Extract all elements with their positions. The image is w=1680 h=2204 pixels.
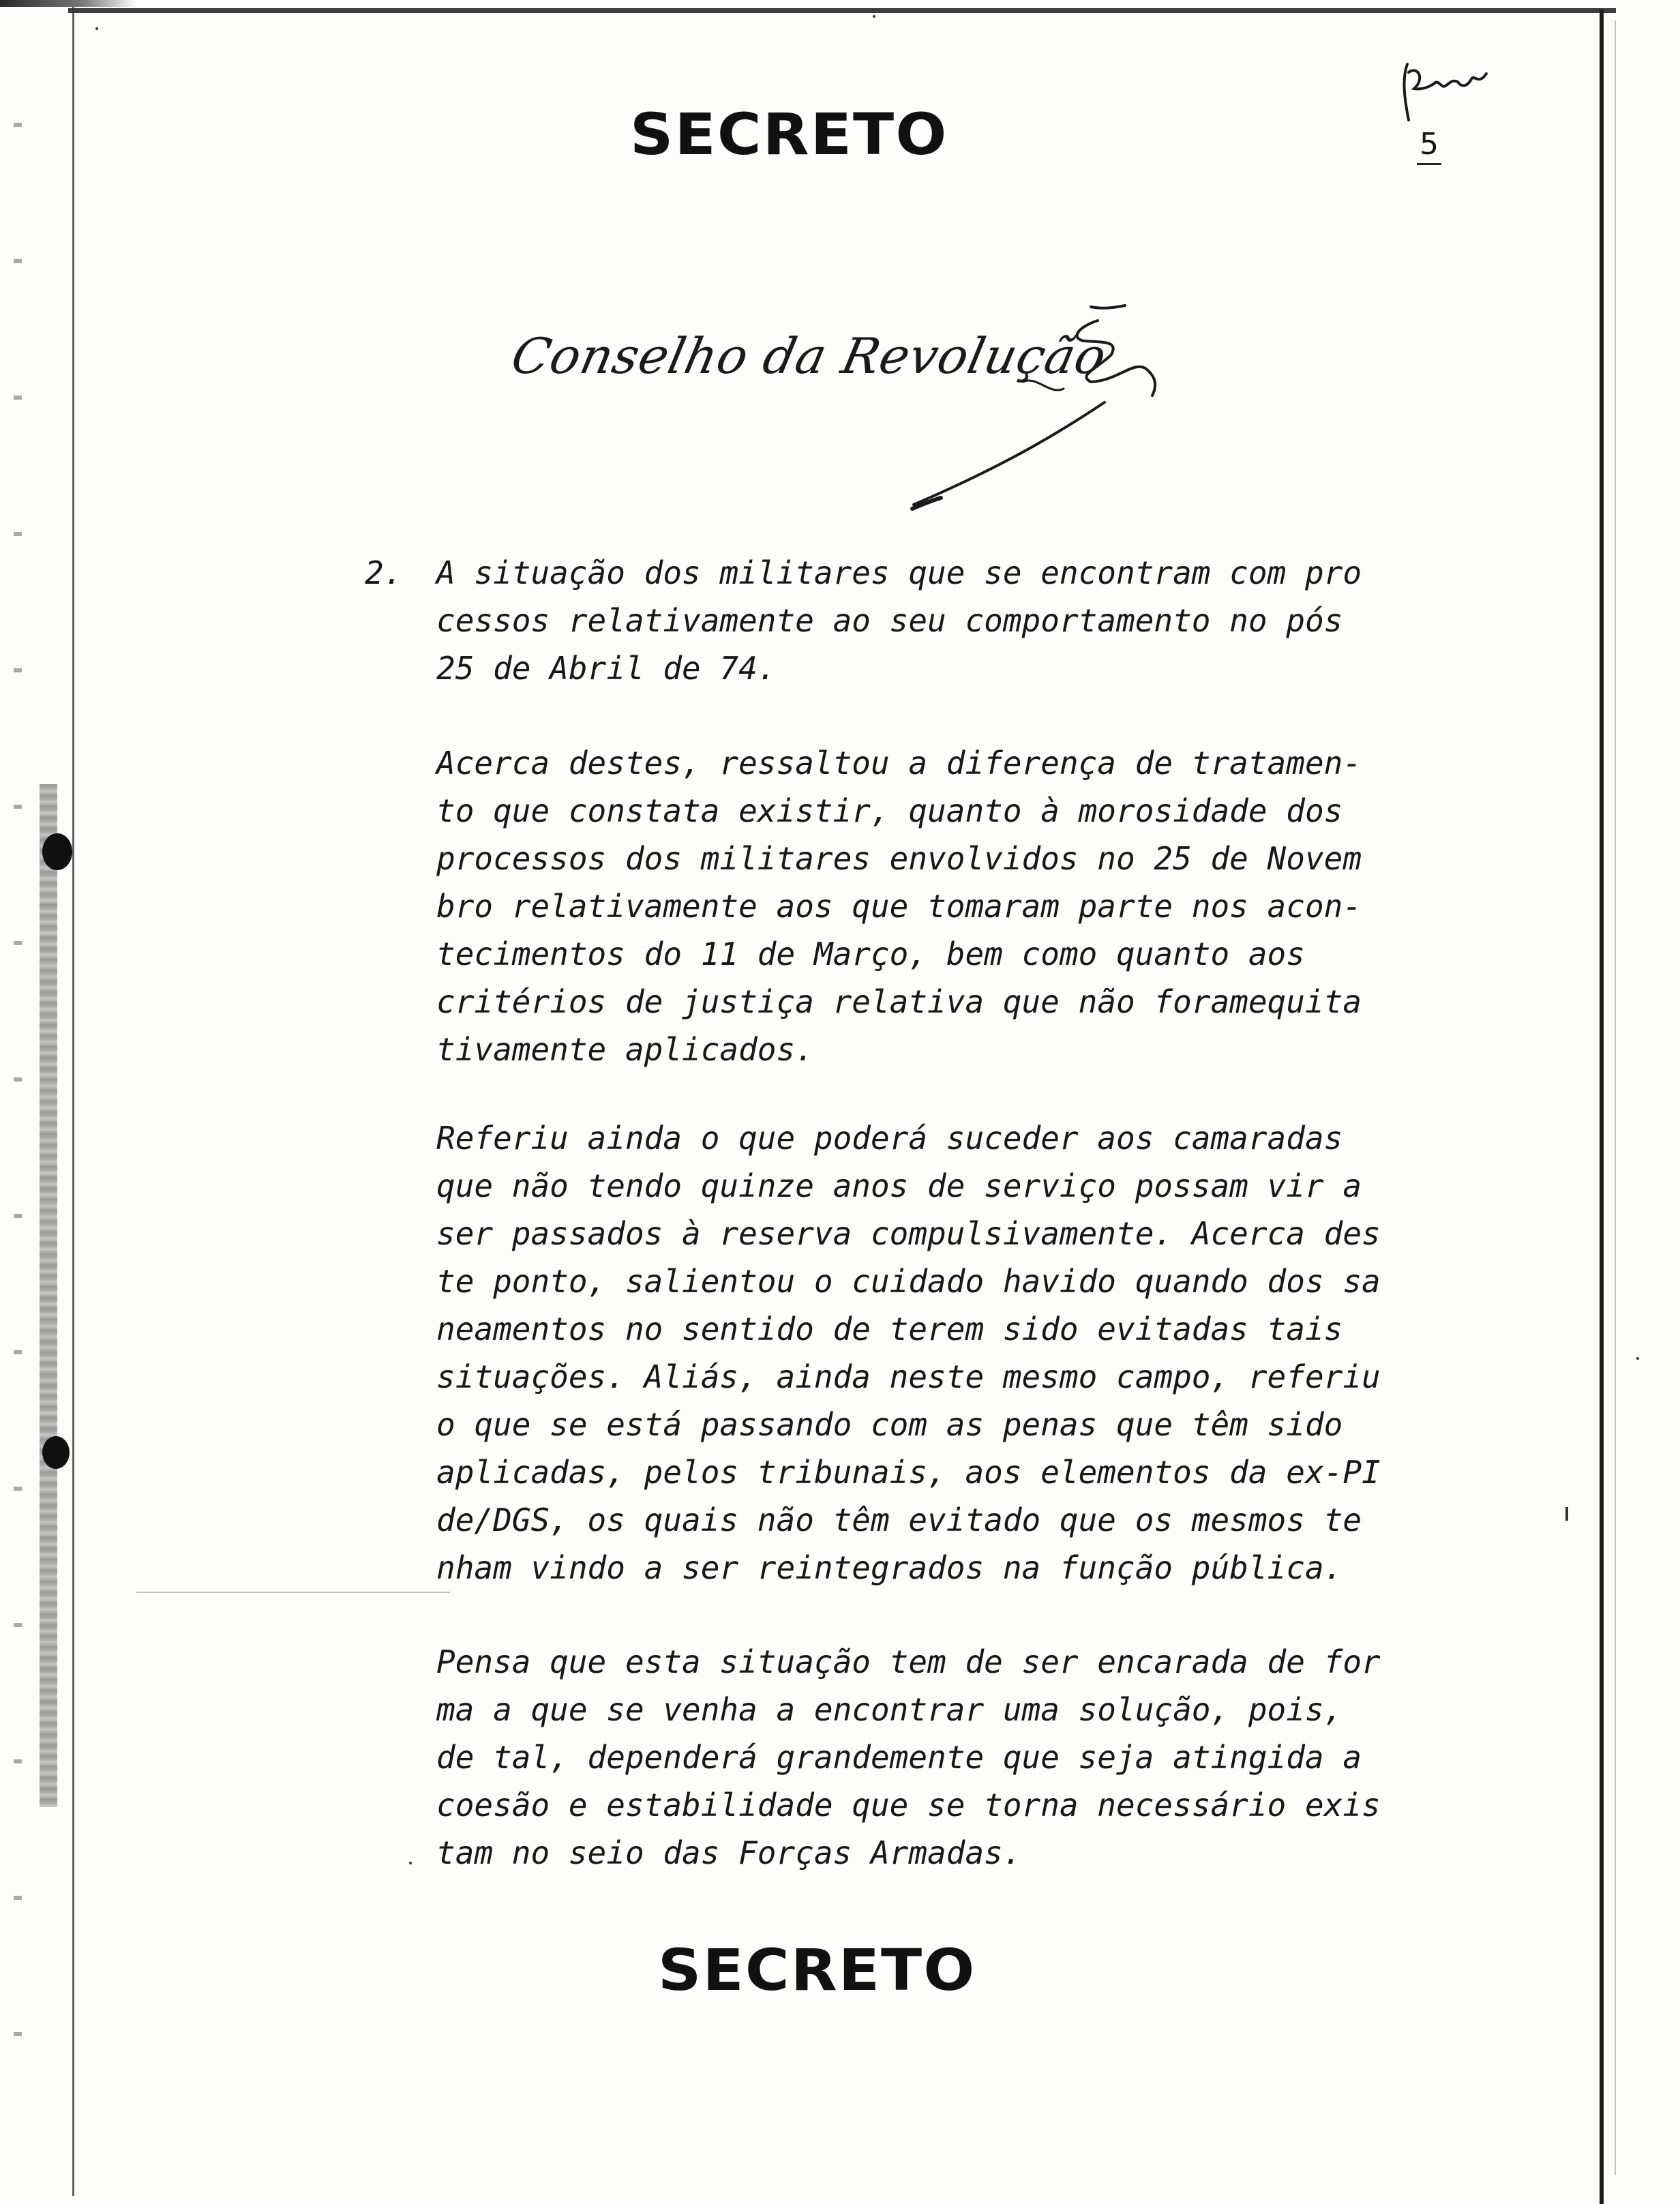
text-line: A situação dos militares que se encontram com pro bbox=[436, 554, 1362, 591]
text-line: 25 de Abril de 74. bbox=[436, 650, 777, 687]
text-line: to que constata existir, quanto à morosidade dos bbox=[436, 792, 1343, 829]
text-line: neamentos no sentido de terem sido evitadas tais bbox=[436, 1311, 1343, 1347]
paragraph-3 bbox=[436, 1114, 1391, 1592]
scan-speck bbox=[1636, 1357, 1639, 1360]
punch-hole bbox=[42, 1436, 70, 1469]
text-line: processos dos militares envolvidos no 25 de Novem bbox=[436, 840, 1362, 877]
scan-edge-right-inner bbox=[1615, 20, 1616, 2175]
text-line: que não tendo quinze anos de serviço possam vir a bbox=[436, 1167, 1362, 1204]
text-line: de tal, dependerá grandemente que seja atingida a bbox=[436, 1739, 1362, 1776]
scan-noise-left bbox=[14, 68, 22, 2114]
paragraph-1 bbox=[436, 549, 1391, 692]
text-line: Referiu ainda o que poderá suceder aos camaradas bbox=[436, 1120, 1343, 1157]
paragraph-4 bbox=[436, 1638, 1391, 1877]
text-line: Acerca destes, ressaltou a diferença de tratamen- bbox=[436, 745, 1362, 781]
paragraph-2 bbox=[436, 739, 1391, 1073]
scan-edge-left bbox=[72, 7, 74, 2196]
text-line: coesão e estabilidade que se torna necessário exis bbox=[436, 1787, 1381, 1823]
scan-mark bbox=[1565, 1507, 1568, 1521]
binder-strip bbox=[40, 784, 57, 1807]
item-number: 2. bbox=[365, 554, 403, 591]
scan-edge-right bbox=[1600, 10, 1604, 2204]
text-line: tivamente aplicados. bbox=[436, 1031, 814, 1068]
scan-speck bbox=[95, 27, 98, 30]
text-line: bro relativamente aos que tomaram parte nos acon- bbox=[436, 888, 1362, 925]
classification-stamp-bottom: SECRETO bbox=[657, 1937, 976, 2004]
handwritten-initials bbox=[1398, 59, 1500, 134]
letterhead: Conselho da Revolução bbox=[507, 327, 1112, 385]
text-line: de/DGS, os quais não têm evitado que os mesmos te bbox=[436, 1502, 1362, 1538]
text-line: ma a que se venha a encontrar uma solução, pois, bbox=[436, 1691, 1343, 1728]
text-line: tam no seio das Forças Armadas. bbox=[436, 1834, 1022, 1871]
page-number: 5 bbox=[1417, 127, 1441, 165]
scan-line bbox=[136, 1592, 450, 1593]
handwritten-signature bbox=[900, 293, 1227, 511]
text-line: Pensa que esta situação tem de ser encarada de for bbox=[436, 1643, 1381, 1680]
text-line: nham vindo a ser reintegrados na função pública. bbox=[436, 1549, 1343, 1586]
text-line: situações. Aliás, ainda neste mesmo campo, referiu bbox=[436, 1358, 1381, 1395]
classification-stamp-top: SECRETO bbox=[629, 101, 948, 168]
text-line: aplicadas, pelos tribunais, aos elementos da ex-PI bbox=[436, 1454, 1381, 1491]
punch-hole bbox=[42, 833, 72, 870]
text-line: te ponto, salientou o cuidado havido quando dos sa bbox=[436, 1263, 1381, 1300]
scan-speck bbox=[873, 15, 875, 18]
text-line: cessos relativamente ao seu comportamento no pós bbox=[436, 602, 1343, 639]
scan-edge-top-left bbox=[0, 0, 136, 7]
text-line: critérios de justiça relativa que não foramequita bbox=[436, 983, 1362, 1020]
scan-edge-top bbox=[68, 8, 1616, 13]
text-line: ser passados à reserva compulsivamente. Acerca des bbox=[436, 1215, 1381, 1252]
scan-speck bbox=[409, 1862, 412, 1864]
text-line: o que se está passando com as penas que têm sido bbox=[436, 1406, 1343, 1443]
text-line: tecimentos do 11 de Março, bem como quanto aos bbox=[436, 936, 1305, 972]
